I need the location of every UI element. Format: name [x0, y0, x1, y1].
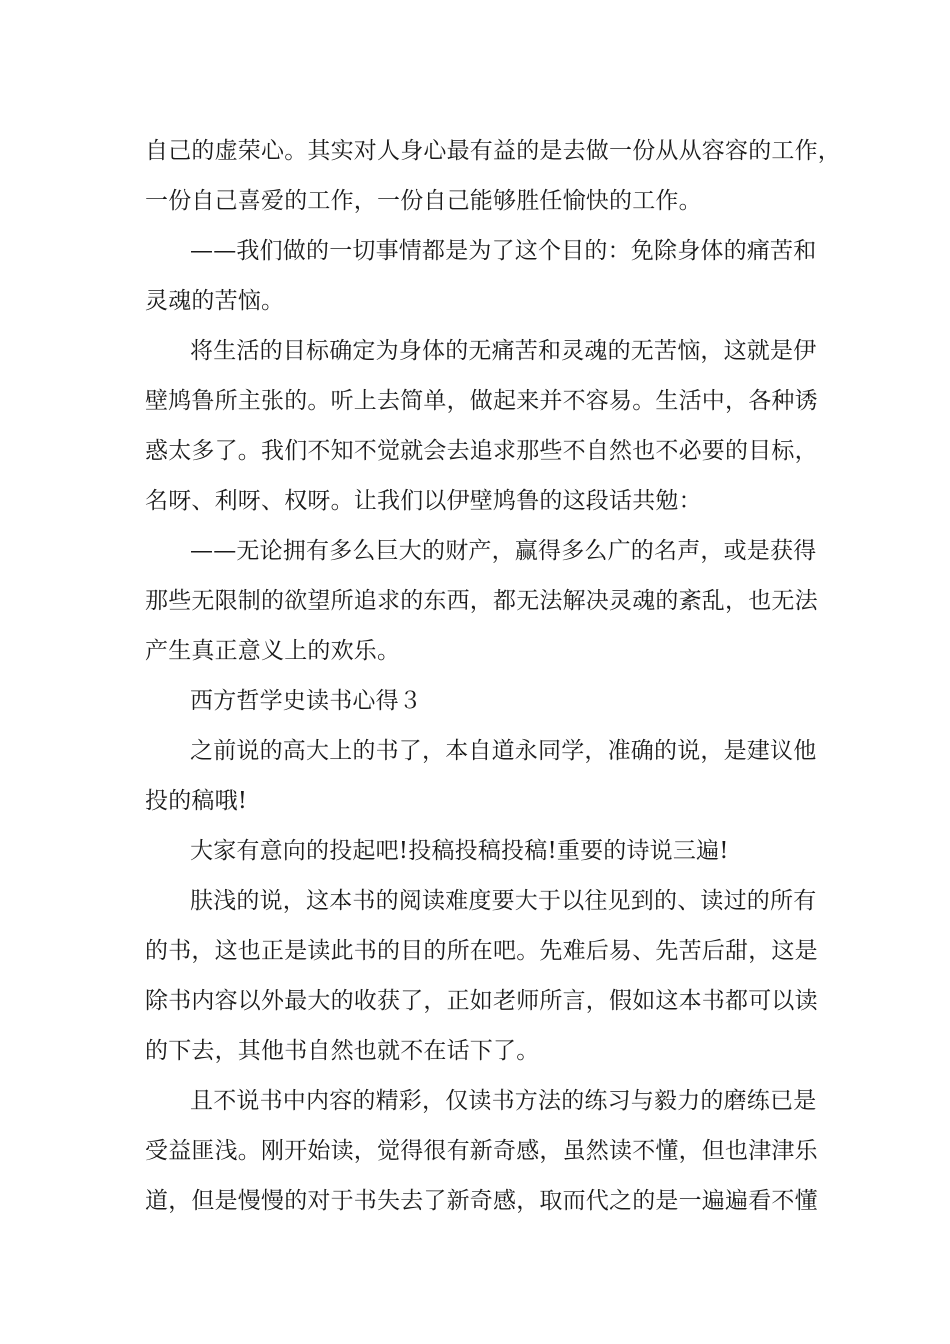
- text-line: 的书，这也正是读此书的目的所在吧。先难后易、先苦后甜，这是: [145, 938, 818, 964]
- text-line: ——无论拥有多么巨大的财产，赢得多么广的名声，或是获得: [190, 538, 817, 564]
- text-line: 惑太多了。我们不知不觉就会去追求那些不自然也不必要的目标，: [145, 438, 818, 464]
- text-line: 之前说的高大上的书了，本自道永同学，准确的说，是建议他: [190, 738, 817, 764]
- text-line: 产生真正意义上的欢乐。: [145, 638, 401, 664]
- text-line: 那些无限制的欲望所追求的东西，都无法解决灵魂的紊乱，也无法: [145, 588, 818, 614]
- text-line: 一份自己喜爱的工作，一份自己能够胜任愉快的工作。: [145, 188, 702, 214]
- text-line: 灵魂的苦恼。: [145, 288, 285, 314]
- text-line: 受益匪浅。刚开始读，觉得很有新奇感，虽然读不懂，但也津津乐: [145, 1138, 818, 1164]
- text-line: 肤浅的说，这本书的阅读难度要大于以往见到的、读过的所有: [190, 888, 817, 914]
- text-line: 自己的虚荣心。其实对人身心最有益的是去做一份从从容容的工作，: [145, 138, 841, 164]
- text-line: 的下去，其他书自然也就不在话下了。: [145, 1038, 540, 1064]
- section-heading: 西方哲学史读书心得３: [190, 688, 422, 714]
- text-line: 将生活的目标确定为身体的无痛苦和灵魂的无苦恼，这就是伊: [190, 338, 817, 364]
- text-line: 除书内容以外最大的收获了，正如老师所言，假如这本书都可以读: [145, 988, 818, 1014]
- text-line: 且不说书中内容的精彩，仅读书方法的练习与毅力的磨练已是: [190, 1088, 817, 1114]
- text-line: 道，但是慢慢的对于书失去了新奇感，取而代之的是一遍遍看不懂: [145, 1188, 818, 1214]
- text-line: 大家有意向的投起吧!投稿投稿投稿!重要的诗说三遍!: [190, 838, 729, 864]
- text-line: 投的稿哦!: [145, 788, 248, 814]
- text-line: 壁鸠鲁所主张的。听上去简单，做起来并不容易。生活中，各种诱: [145, 388, 818, 414]
- text-line: 名呀、利呀、权呀。让我们以伊壁鸠鲁的这段话共勉：: [145, 488, 702, 514]
- text-line: ——我们做的一切事情都是为了这个目的：免除身体的痛苦和: [190, 238, 817, 264]
